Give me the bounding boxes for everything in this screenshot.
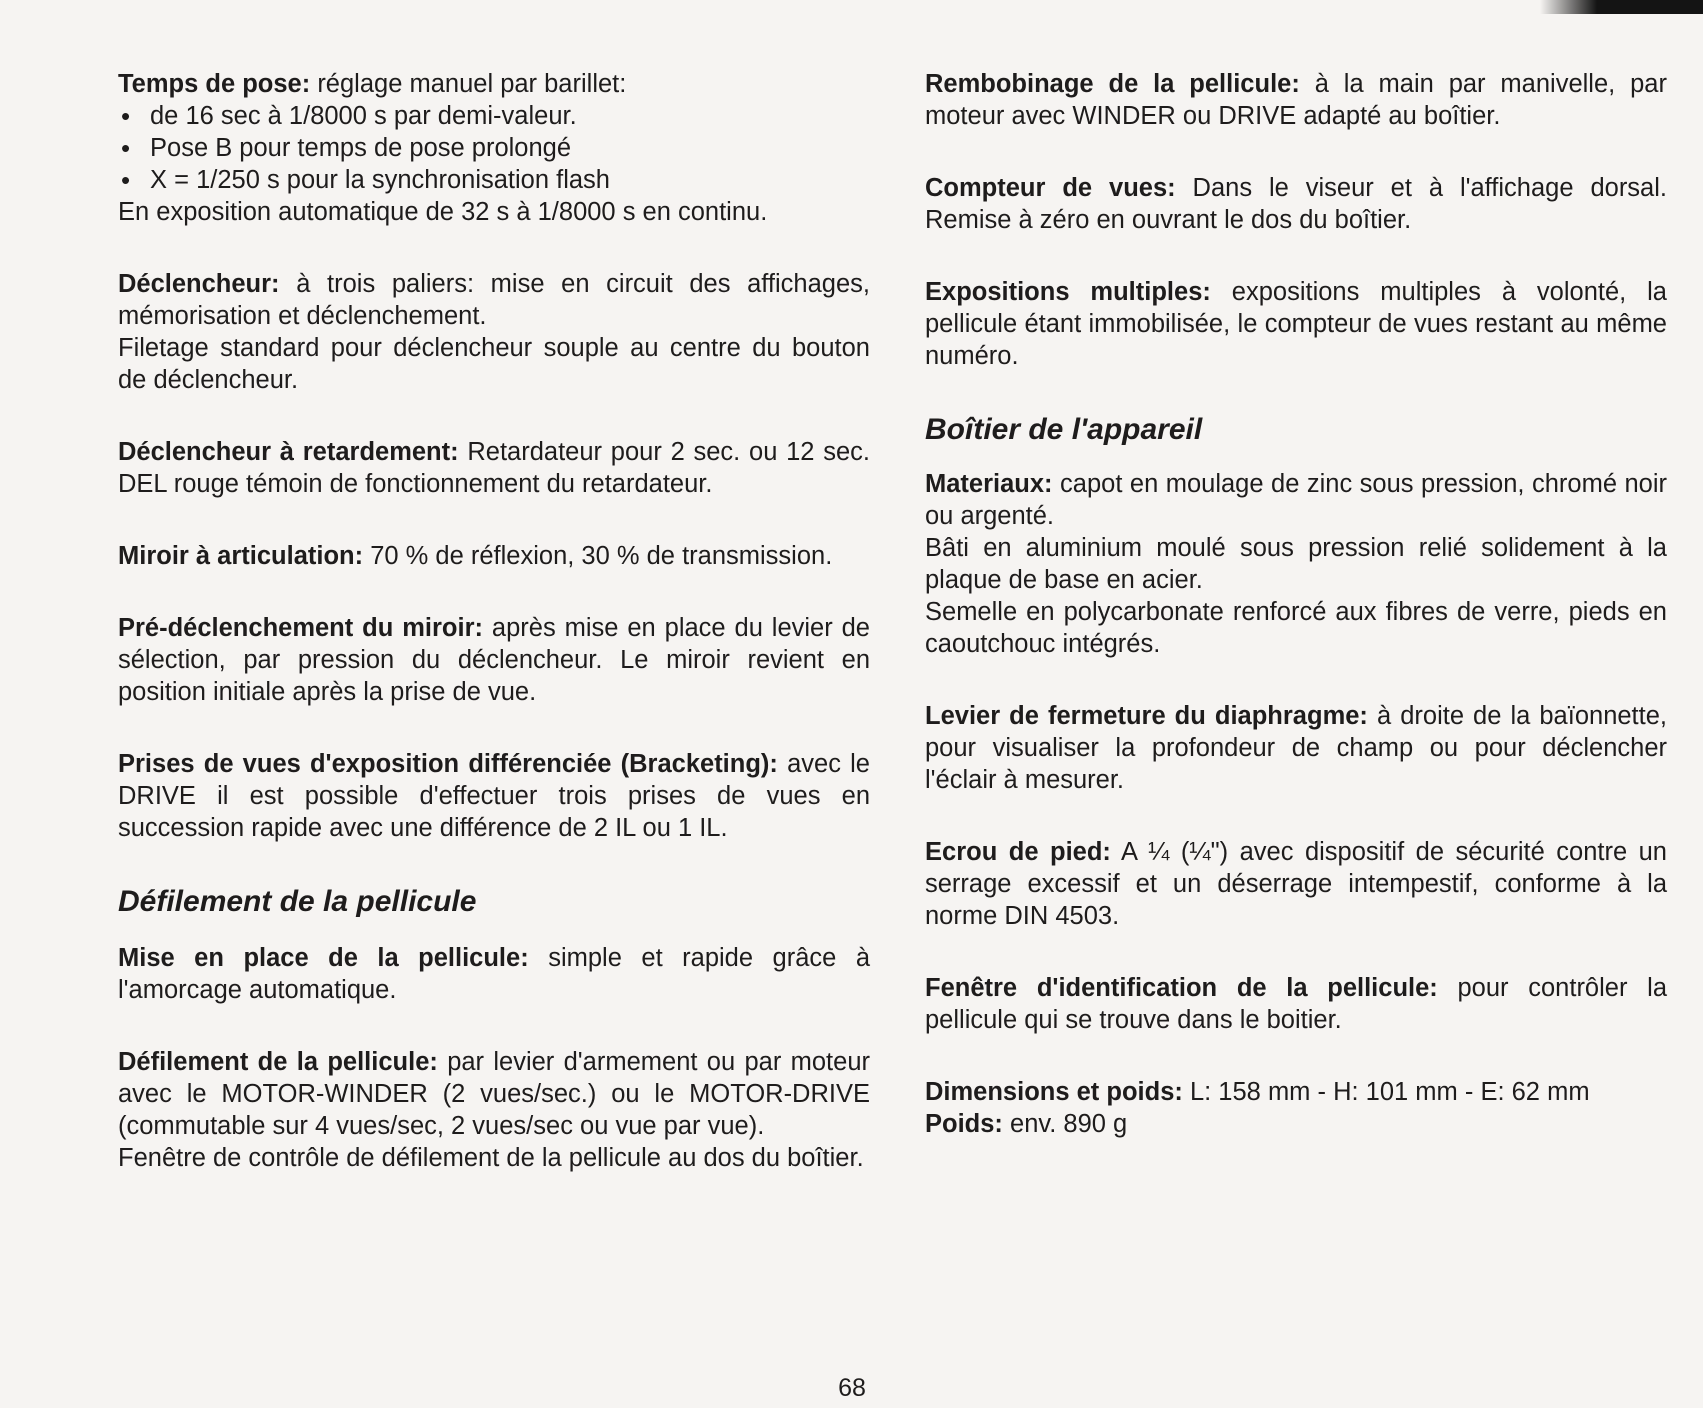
defilement-label: Défilement de la pellicule:	[118, 1048, 438, 1076]
entry-expositions-multiples	[925, 276, 1667, 372]
prises-de-vues-text: avec le DRIVE il est possible d'effectuer trois prises de vues en succession rapide avec une différence de 2 IL ou 1 IL.	[118, 750, 870, 842]
expositions-multiples-para	[925, 276, 1667, 372]
compteur-text: Dans le viseur et à l'affichage dorsal. Remise à zéro en ouvrant le dos du boîtier.	[925, 174, 1667, 234]
fenetre-identification-label: Fenêtre d'identification de la pellicule:	[925, 974, 1438, 1002]
entry-ecrou	[925, 836, 1667, 932]
dimensions-label: Dimensions et poids:	[925, 1078, 1183, 1106]
rembobinage-label: Rembobinage de la pellicule:	[925, 70, 1300, 98]
entry-fenetre-identification	[925, 972, 1667, 1036]
mise-en-place-text: simple et rapide grâce à l'amorcage automatique.	[118, 944, 870, 1004]
section-heading-defilement: Défilement de la pellicule	[118, 885, 477, 918]
defilement-text2: Fenêtre de contrôle de défilement de la pellicule au dos du boîtier.	[118, 1144, 864, 1172]
declencheur-retardement-label: Déclencheur à retardement:	[118, 438, 459, 466]
entry-declencheur	[118, 268, 870, 396]
miroir-articulation-label: Miroir à articulation:	[118, 542, 364, 570]
materiaux-text3: Semelle en polycarbonate renforcé aux fibres de verre, pieds en caoutchouc intégrés.	[925, 598, 1667, 658]
levier-fermeture-para	[925, 700, 1667, 796]
declencheur-retardement-text: Retardateur pour 2 sec. ou 12 sec. DEL rouge témoin de fonctionnement du retardateur.	[118, 438, 870, 498]
rembobinage-para	[925, 68, 1667, 132]
defilement-text: par levier d'armement ou par moteur avec le MOTOR-WINDER (2 vues/sec.) ou le MOTOR-DRIVE (commutable sur 4 vues/sec, 2 vues/sec ou vue par vue).	[118, 1048, 870, 1140]
poids-label: Poids:	[925, 1110, 1003, 1138]
declencheur-para	[118, 268, 870, 332]
entry-pre-declenchement	[118, 612, 870, 708]
dimensions-text: L: 158 mm - H: 101 mm - E: 62 mm	[1182, 1078, 1590, 1106]
temps-de-pose-after: En exposition automatique de 32 s à 1/8000 s en continu.	[118, 198, 768, 226]
bullet-item: • de 16 sec à 1/8000 s par demi-valeur.	[118, 100, 870, 132]
entry-temps-de-pose	[118, 68, 870, 228]
entry-declencheur-retardement	[118, 436, 870, 500]
mise-en-place-label: Mise en place de la pellicule:	[118, 944, 529, 972]
declencheur-retardement-para	[118, 436, 870, 500]
levier-fermeture-label: Levier de fermeture du diaphragme:	[925, 702, 1368, 730]
miroir-articulation-text: 70 % de réflexion, 30 % de transmission.	[363, 542, 833, 570]
declencheur-label: Déclencheur:	[118, 270, 280, 298]
entry-dimensions	[925, 1076, 1667, 1140]
bullet-item: • X = 1/250 s pour la synchronisation flash	[118, 164, 870, 196]
right-column	[925, 68, 1667, 1140]
dimensions-para	[925, 1076, 1667, 1108]
temps-de-pose-bullets	[118, 100, 870, 196]
materiaux-text: capot en moulage de zinc sous pression, chromé noir ou argenté.	[925, 470, 1667, 530]
prises-de-vues-para	[118, 748, 870, 844]
expositions-multiples-label: Expositions multiples:	[925, 278, 1211, 306]
materiaux-label: Materiaux:	[925, 470, 1053, 498]
entry-mise-en-place	[118, 942, 870, 1006]
entry-rembobinage	[925, 68, 1667, 132]
pre-declenchement-para	[118, 612, 870, 708]
levier-fermeture-text: à droite de la baïonnette, pour visualiser la profondeur de champ ou pour déclencher l'éclair à mesurer.	[925, 702, 1667, 794]
defilement-para	[118, 1046, 870, 1142]
scan-edge-shadow	[1540, 0, 1703, 14]
miroir-articulation-para	[118, 540, 870, 572]
fenetre-identification-text: pour contrôler la pellicule qui se trouve dans le boitier.	[925, 974, 1668, 1034]
page-number: 68	[838, 1374, 866, 1402]
entry-prises-de-vues	[118, 748, 870, 844]
rembobinage-text: à la main par manivelle, par moteur avec WINDER ou DRIVE adapté au boîtier.	[925, 70, 1667, 130]
pre-declenchement-text: après mise en place du levier de sélection, par pression du déclencheur. Le miroir revient en position initiale après la prise de vue.	[118, 614, 870, 706]
left-column	[118, 68, 870, 1174]
entry-materiaux	[925, 468, 1667, 660]
entry-miroir-articulation	[118, 540, 870, 572]
declencheur-text2: Filetage standard pour déclencheur souple au centre du bouton de déclencheur.	[118, 334, 870, 394]
entry-defilement	[118, 1046, 870, 1174]
materiaux-para	[925, 468, 1667, 532]
ecrou-label: Ecrou de pied:	[925, 838, 1111, 866]
temps-de-pose-label: Temps de pose:	[118, 70, 311, 98]
poids-text: env. 890 g	[1002, 1110, 1128, 1138]
temps-de-pose-intro	[118, 68, 870, 100]
fenetre-identification-para	[925, 972, 1667, 1036]
pre-declenchement-label: Pré-déclenchement du miroir:	[118, 614, 483, 642]
mise-en-place-para	[118, 942, 870, 1006]
materiaux-text2: Bâti en aluminium moulé sous pression relié solidement à la plaque de base en acier.	[925, 534, 1667, 594]
declencheur-text: à trois paliers: mise en circuit des affichages, mémorisation et déclenchement.	[118, 270, 870, 330]
compteur-para	[925, 172, 1667, 236]
entry-compteur	[925, 172, 1667, 236]
ecrou-para	[925, 836, 1667, 932]
poids-para	[925, 1108, 1667, 1140]
bullet-item: • Pose B pour temps de pose prolongé	[118, 132, 870, 164]
section-heading-boitier: Boîtier de l'appareil	[925, 413, 1203, 446]
ecrou-text: A ¼ (¼") avec dispositif de sécurité contre un serrage excessif et un déserrage intempestif, conforme à la norme DIN 4503.	[925, 838, 1667, 930]
prises-de-vues-label: Prises de vues d'exposition différenciée (Bracketing):	[118, 750, 778, 778]
expositions-multiples-text: expositions multiples à volonté, la pellicule étant immobilisée, le compteur de vues restant au même numéro.	[925, 278, 1667, 370]
temps-de-pose-text: réglage manuel par barillet:	[310, 70, 627, 98]
entry-levier-fermeture	[925, 700, 1667, 796]
compteur-label: Compteur de vues:	[925, 174, 1176, 202]
